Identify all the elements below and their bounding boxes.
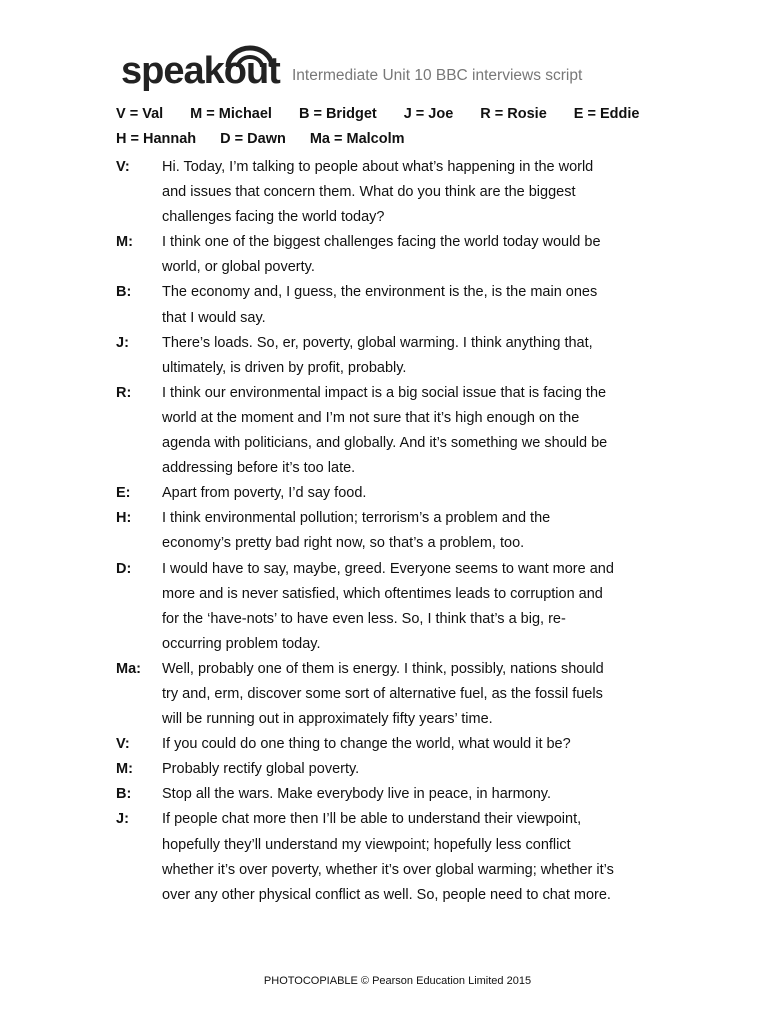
text-line: The economy and, I guess, the environment is the, is the main ones: [162, 284, 598, 301]
speaker-key-entry: M = Michael: [190, 106, 272, 122]
speaker-key-entry: J = Joe: [403, 106, 454, 122]
turn-text: [162, 481, 662, 506]
speaker-key-entry: B = Bridget: [298, 106, 377, 122]
turn-text: [162, 506, 662, 556]
text-line: addressing before it’s too late.: [162, 460, 356, 477]
transcript: [0, 155, 768, 908]
text-line: world at the moment and I’m not sure that it’s high enough on the: [162, 409, 580, 426]
transcript-turn: [0, 506, 768, 556]
turn-text: [162, 331, 662, 381]
turn-text: [162, 757, 662, 782]
speaker-key-entry: V = Val: [116, 106, 164, 122]
text-line: If people chat more then I’ll be able to understand their viewpoint,: [162, 811, 582, 828]
text-line: challenges facing the world today?: [162, 209, 385, 226]
text-line: whether it’s over poverty, whether it’s over global warming; whether it’s: [162, 861, 614, 878]
turn-text: [162, 280, 662, 330]
text-line: try and, erm, discover some sort of alternative fuel, as the fossil fuels: [162, 685, 603, 702]
text-line: Apart from poverty, I’d say food.: [162, 485, 367, 502]
text-line: If you could do one thing to change the world, what would it be?: [162, 736, 571, 753]
speaker-label: Ma:: [116, 660, 141, 677]
turn-text: [162, 732, 662, 757]
turn-text: [162, 155, 662, 230]
text-line: Hi. Today, I’m talking to people about what’s happening in the world: [162, 159, 594, 175]
transcript-turn: [0, 331, 768, 381]
text-line: ultimately, is driven by profit, probably.: [162, 359, 407, 376]
transcript-turn: [0, 155, 768, 230]
speaker-key-entry: E = Eddie: [573, 106, 640, 122]
speaker-key-entry: H = Hannah: [116, 131, 197, 147]
text-line: occurring problem today.: [162, 635, 321, 652]
transcript-turn: [0, 657, 768, 732]
speaker-key-entry: D = Dawn: [220, 131, 286, 147]
text-line: over any other physical conflict as well. So, people need to chat more.: [162, 886, 611, 903]
speaker-label: B:: [116, 284, 132, 301]
turn-text: [162, 782, 662, 807]
text-line: hopefully they’ll understand my viewpoint; hopefully less conflict: [162, 836, 571, 853]
speaker-label: V:: [116, 736, 130, 753]
speaker-label: B:: [116, 786, 132, 803]
text-line: and issues that concern them. What do you think are the biggest: [162, 184, 576, 201]
transcript-turn: [0, 732, 768, 757]
speaker-key-entry: Ma = Malcolm: [309, 131, 405, 147]
transcript-turn: [0, 280, 768, 330]
transcript-turn: [0, 557, 768, 657]
text-line: agenda with politicians, and globally. And it’s something we should be: [162, 435, 608, 452]
text-line: I think our environmental impact is a big social issue that is facing the: [162, 384, 607, 401]
turn-text: [162, 230, 662, 280]
turn-text: [162, 381, 662, 481]
speaker-key-line-1: [116, 106, 666, 122]
text-line: Well, probably one of them is energy. I think, possibly, nations should: [162, 660, 604, 677]
speaker-label: M:: [116, 234, 133, 251]
copyright-footer: PHOTOCOPIABLE © Pearson Education Limited 2015: [263, 975, 532, 987]
text-line: that I would say.: [162, 309, 266, 326]
speaker-key-line-2: [116, 131, 429, 147]
speaker-label: M:: [116, 761, 133, 778]
text-line: for the ‘have-nots’ to have even less. So, I think that’s a big, re-: [162, 610, 566, 627]
text-line: Stop all the wars. Make everybody live in peace, in harmony.: [162, 786, 552, 803]
turn-text: [162, 807, 662, 907]
speaker-label: J:: [116, 811, 129, 828]
text-line: world, or global poverty.: [162, 259, 315, 276]
text-line: economy’s pretty bad right now, so that’s a problem, too.: [162, 535, 525, 552]
broadcast-arc-icon: [218, 43, 282, 69]
transcript-turn: [0, 381, 768, 481]
speaker-key-entry: R = Rosie: [480, 106, 547, 122]
turn-text: [162, 657, 662, 732]
transcript-turn: [0, 782, 768, 807]
text-line: Probably rectify global poverty.: [162, 761, 360, 778]
text-line: There’s loads. So, er, poverty, global warming. I think anything that,: [162, 334, 593, 351]
text-line: I think one of the biggest challenges facing the world today would be: [162, 234, 601, 251]
transcript-turn: [0, 757, 768, 782]
transcript-turn: [0, 481, 768, 506]
speaker-label: R:: [116, 384, 132, 401]
speaker-label: V:: [116, 159, 130, 175]
text-line: I think environmental pollution; terrorism’s a problem and the: [162, 510, 551, 527]
turn-text: [162, 557, 662, 657]
speaker-label: D:: [116, 560, 132, 577]
logo-wordmark: speakout: [121, 50, 280, 92]
document-subtitle: Intermediate Unit 10 BBC interviews script: [292, 67, 583, 84]
speaker-label: E:: [116, 485, 131, 502]
text-line: more and is never satisfied, which oftentimes leads to corruption and: [162, 585, 603, 602]
speaker-label: H:: [116, 510, 132, 527]
transcript-turn: [0, 230, 768, 280]
text-line: will be running out in approximately fifty years’ time.: [162, 711, 493, 728]
speaker-label: J:: [116, 334, 129, 351]
text-line: I would have to say, maybe, greed. Everyone seems to want more and: [162, 560, 614, 577]
transcript-turn: [0, 807, 768, 907]
